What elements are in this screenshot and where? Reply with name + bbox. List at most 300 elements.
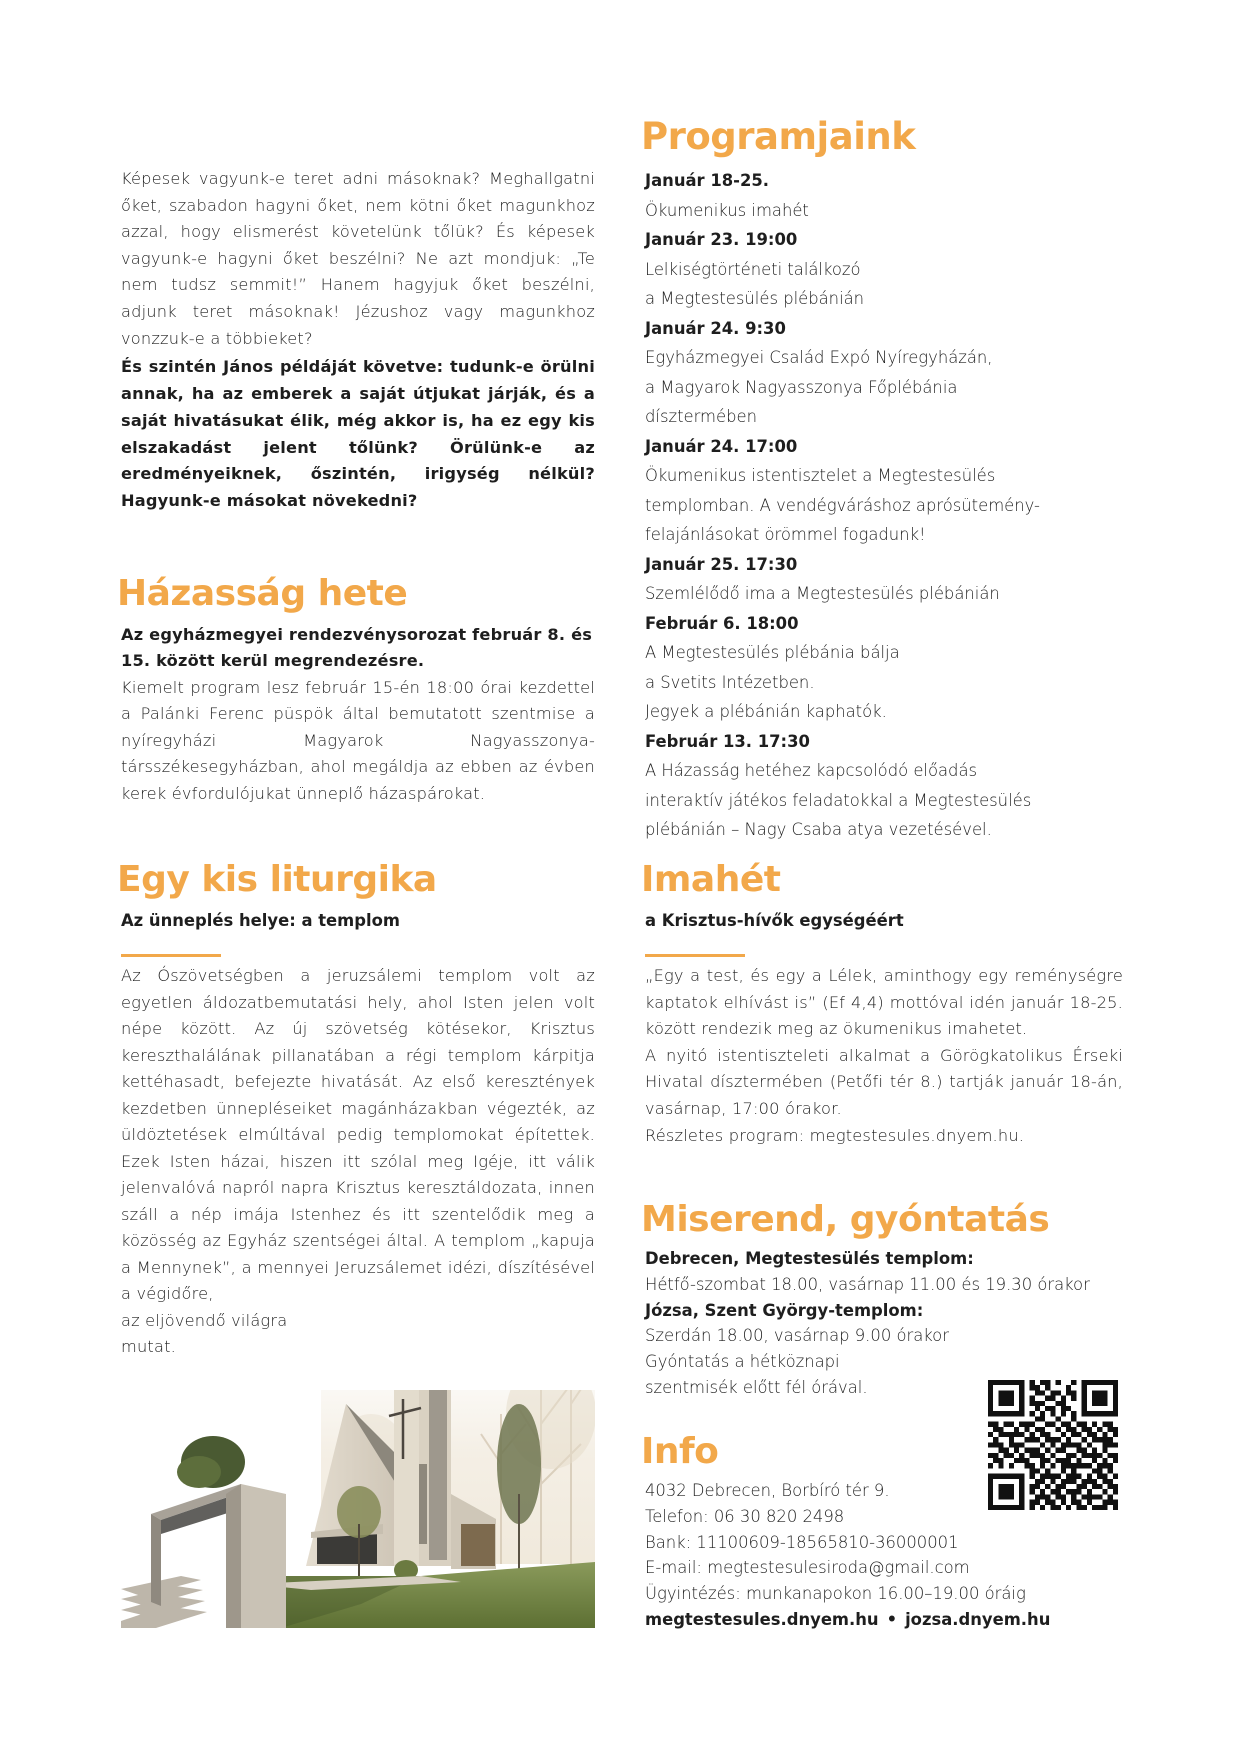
program-item: [645, 550, 1130, 609]
miserend-section: [641, 1200, 1126, 1240]
qr-module: [1108, 1422, 1113, 1427]
intro-paragraph: Képesek vagyunk-e teret adni másoknak? Meghallgatni őket, szabadon hagyni őket, nem kötni őket magunkhoz azzal, hogy elismerést követelünk tőlük? És képesek vagyunk-e hagyni őket beszélni? Ne azt mondjuk: „Te nem tudsz semmit!” Hanem hagyjuk őket beszélni, adjunk teret másoknak! Jézushoz vagy magunkhoz vonzzuk-e a többieket?: [121, 169, 595, 348]
qr-module: [1014, 1442, 1019, 1447]
qr-module: [1014, 1458, 1019, 1463]
qr-module: [1092, 1458, 1097, 1463]
qr-module: [1061, 1448, 1066, 1453]
qr-module: [998, 1442, 1003, 1447]
qr-module: [1030, 1411, 1035, 1416]
program-item: [645, 314, 1130, 432]
qr-module: [1108, 1479, 1113, 1484]
imahet-details: Részletes program: megtestesules.dnyem.hu.: [645, 1125, 1025, 1145]
qr-module: [1102, 1479, 1107, 1484]
qr-module: [1024, 1458, 1029, 1463]
qr-module: [1056, 1427, 1061, 1432]
qr-module: [1040, 1494, 1045, 1499]
qr-module: [1092, 1494, 1097, 1499]
liturgika-text: Az Ószövetségben a jeruzsálemi templom volt az egyetlen áldozatbemutatási hely, ahol Isten jelen volt népe között. Az új szövetség kötésekor, Krisztus kereszthalálának pillanatában a régi templom kárpitja kettéhasadt, befejezte hivatását. Az első keresztények kezdetben ünnepléseiket magánházakban végezték, az üldöztetések elmúltával pedig templomokat építettek. Ezek Isten házai, hiszen itt szólal meg Igéje, itt válik jelenvalóvá napról napra Krisztus keresztáldozata, innen száll a nép imája Istenhez és itt szentelődik meg a közösség az Egyház szentségei által. A templom „kapuja a Mennynek”, a mennyei Jeruzsálemet idézi, díszítésével a végidőre,: [121, 966, 595, 1303]
qr-finder: [1082, 1380, 1118, 1385]
qr-module: [1050, 1505, 1055, 1510]
qr-module: [1050, 1474, 1055, 1479]
qr-module: [1087, 1489, 1092, 1494]
qr-module: [1045, 1500, 1050, 1505]
section-title-hazassag: Házasság hete: [117, 573, 408, 614]
qr-module: [1076, 1484, 1081, 1489]
qr-module: [1035, 1453, 1040, 1458]
qr-finder: [998, 1484, 1014, 1500]
qr-module: [1066, 1479, 1071, 1484]
debrecen-times: Hétfő-szombat 18.00, vasárnap 11.00 és 19.30 órakor: [645, 1274, 1090, 1294]
qr-module: [1004, 1422, 1009, 1427]
section-title-imahet: Imahét: [641, 859, 781, 900]
program-item: [645, 727, 1130, 845]
qr-module: [1113, 1505, 1118, 1510]
qr-module: [1066, 1463, 1071, 1468]
qr-module: [1030, 1468, 1035, 1473]
qr-module: [1024, 1422, 1029, 1427]
qr-module: [1030, 1422, 1035, 1427]
qr-module: [1045, 1422, 1050, 1427]
qr-finder: [988, 1380, 1024, 1385]
qr-module: [1045, 1432, 1050, 1437]
church-illustration: [121, 1390, 595, 1628]
qr-module: [1066, 1406, 1071, 1411]
qr-module: [1061, 1401, 1066, 1406]
qr-module: [1056, 1489, 1061, 1494]
qr-finder: [988, 1474, 993, 1510]
qr-module: [1076, 1448, 1081, 1453]
qr-module: [1061, 1458, 1066, 1463]
program-description: Szemlélődő ima a Megtestesülés plébánián: [645, 584, 1000, 603]
qr-module: [1040, 1458, 1045, 1463]
qr-module: [1040, 1474, 1045, 1479]
qr-finder: [1082, 1380, 1087, 1416]
program-item: [645, 225, 1130, 314]
qr-module: [1045, 1385, 1050, 1390]
qr-finder: [988, 1474, 1024, 1479]
program-date: Január 24. 9:30: [645, 318, 786, 338]
qr-finder: [1082, 1411, 1118, 1416]
qr-module: [1066, 1385, 1071, 1390]
qr-module: [1076, 1489, 1081, 1494]
qr-module: [1024, 1448, 1029, 1453]
qr-module: [1097, 1427, 1102, 1432]
qr-module: [1030, 1385, 1035, 1390]
qr-module: [1004, 1432, 1009, 1437]
qr-module: [1102, 1458, 1107, 1463]
qr-module: [1019, 1458, 1024, 1463]
qr-module: [1066, 1453, 1071, 1458]
qr-module: [1019, 1422, 1024, 1427]
qr-module: [1045, 1437, 1050, 1442]
qr-module: [1076, 1442, 1081, 1447]
qr-module: [1024, 1463, 1029, 1468]
qr-module: [1056, 1437, 1061, 1442]
qr-module: [1092, 1505, 1097, 1510]
qr-module: [1040, 1401, 1045, 1406]
qr-module: [1097, 1484, 1102, 1489]
qr-finder: [1019, 1380, 1024, 1416]
qr-module: [1071, 1474, 1076, 1479]
qr-module: [1082, 1427, 1087, 1432]
qr-module: [1108, 1494, 1113, 1499]
qr-module: [1030, 1474, 1035, 1479]
qr-module: [1035, 1494, 1040, 1499]
program-date: Február 13. 17:30: [645, 731, 810, 751]
qr-module: [988, 1463, 993, 1468]
program-description: a Svetits Intézetben.: [645, 672, 815, 692]
qr-module: [1030, 1500, 1035, 1505]
program-description: plébánián – Nagy Csaba atya vezetésével.: [645, 820, 992, 839]
qr-module: [1056, 1484, 1061, 1489]
qr-module: [988, 1442, 993, 1447]
qr-module: [1102, 1474, 1107, 1479]
program-description: interaktív játékos feladatokkal a Megtestesülés: [645, 790, 1032, 810]
qr-module: [993, 1422, 998, 1427]
info-phone: Telefon: 06 30 820 2498: [645, 1506, 845, 1526]
qr-module: [1071, 1453, 1076, 1458]
qr-module: [1092, 1437, 1097, 1442]
qr-module: [1082, 1463, 1087, 1468]
hazassag-text: Kiemelt program lesz február 15-én 18:00 órai kezdettel a Palánki Ferenc püspök által bemutatott szentmise a nyíregyházi Magyarok Nagyasszonya-társszékesegyházban, ahol megáldja az ebben az évben kerek évfordulójukat ünneplő házaspárokat.: [121, 678, 595, 803]
qr-module: [1045, 1448, 1050, 1453]
liturgika-text-tail-2: mutat.: [121, 1337, 176, 1356]
qr-module: [1102, 1422, 1107, 1427]
qr-module: [1061, 1432, 1066, 1437]
qr-module: [1035, 1406, 1040, 1411]
qr-module: [1102, 1505, 1107, 1510]
liturgika-text-tail-1: az eljövendő világra: [121, 1310, 288, 1330]
program-description: Jegyek a plébánián kaphatók.: [645, 702, 887, 721]
qr-module: [1092, 1453, 1097, 1458]
qr-module: [1050, 1479, 1055, 1484]
qr-module: [1045, 1396, 1050, 1401]
qr-module: [1071, 1411, 1076, 1416]
programs-list: [645, 166, 1130, 845]
qr-module: [1108, 1427, 1113, 1432]
qr-module: [1071, 1489, 1076, 1494]
qr-module: [1113, 1500, 1118, 1505]
qr-module: [1024, 1427, 1029, 1432]
qr-module: [1061, 1463, 1066, 1468]
qr-module: [1108, 1463, 1113, 1468]
qr-module: [1092, 1479, 1097, 1484]
qr-module: [1040, 1390, 1045, 1395]
qr-module: [1035, 1416, 1040, 1421]
qr-module: [1113, 1442, 1118, 1447]
qr-module: [1009, 1432, 1014, 1437]
qr-module: [1087, 1442, 1092, 1447]
qr-module: [1004, 1448, 1009, 1453]
qr-module: [1071, 1396, 1076, 1401]
qr-module: [1040, 1442, 1045, 1447]
qr-module: [1045, 1474, 1050, 1479]
qr-module: [1045, 1406, 1050, 1411]
qr-module: [1061, 1442, 1066, 1447]
qr-module: [1102, 1437, 1107, 1442]
liturgika-header: [121, 908, 595, 957]
imahet-text: „Egy a test, és egy a Lélek, aminthogy egy reménységre kaptatok elhívást is” (Ef 4,4) mottóval idén január 18-25. között rendezik meg az ökumenikus imahetet.: [645, 966, 1123, 1039]
qr-module: [1056, 1380, 1061, 1385]
qr-module: [1035, 1484, 1040, 1489]
qr-module: [1019, 1453, 1024, 1458]
intro-bold-paragraph: És szintén János példáját követve: tudunk-e örülni annak, ha az emberek a saját útjukat járják, és a saját hivatásukat élik, még akkor is, ha ez egy kis elszakadást jelent tőlünk? Örülünk-e az eredményeiknek, őszintén, irigység nélkül? Hagyunk-e másokat növekedni?: [121, 357, 595, 511]
qr-module: [1040, 1411, 1045, 1416]
qr-module: [1066, 1427, 1071, 1432]
qr-module: [1066, 1390, 1071, 1395]
qr-module: [1071, 1380, 1076, 1385]
qr-module: [1030, 1489, 1035, 1494]
liturgika-subtitle: Az ünneplés helye: a templom: [121, 911, 400, 930]
qr-module: [1056, 1458, 1061, 1463]
qr-module: [1050, 1390, 1055, 1395]
qr-module: [1092, 1422, 1097, 1427]
qr-module: [1087, 1453, 1092, 1458]
qr-module: [1024, 1437, 1029, 1442]
qr-module: [1113, 1474, 1118, 1479]
qr-module: [1014, 1448, 1019, 1453]
program-date: Január 23. 19:00: [645, 230, 798, 249]
program-description: templomban. A vendégváráshoz aprósütemény-: [645, 495, 1040, 515]
qr-module: [1082, 1494, 1087, 1499]
jozsa-times: Szerdán 18.00, vasárnap 9.00 órakor: [645, 1326, 949, 1346]
qr-module: [998, 1427, 1003, 1432]
imahet-header: [645, 908, 1130, 957]
qr-module: [1035, 1500, 1040, 1505]
qr-module: [1056, 1390, 1061, 1395]
qr-module: [1009, 1453, 1014, 1458]
qr-module: [1092, 1432, 1097, 1437]
qr-module: [1066, 1505, 1071, 1510]
qr-module: [1066, 1458, 1071, 1463]
qr-module: [1030, 1453, 1035, 1458]
qr-module: [1056, 1416, 1061, 1421]
program-description: Egyházmegyei Család Expó Nyíregyházán,: [645, 348, 993, 367]
section-title-programs: Programjaink: [641, 115, 916, 158]
qr-module: [1102, 1489, 1107, 1494]
qr-module: [1082, 1448, 1087, 1453]
qr-module: [1076, 1432, 1081, 1437]
qr-module: [998, 1463, 1003, 1468]
qr-module: [1040, 1432, 1045, 1437]
debrecen-label: Debrecen, Megtestesülés templom:: [645, 1249, 974, 1268]
qr-module: [1108, 1442, 1113, 1447]
qr-module: [1102, 1463, 1107, 1468]
info-bank: Bank: 11100609-18565810-36000001: [645, 1532, 959, 1552]
qr-module: [1113, 1453, 1118, 1458]
qr-module: [1113, 1489, 1118, 1494]
qr-module: [1082, 1484, 1087, 1489]
qr-module: [1102, 1442, 1107, 1447]
qr-module: [1056, 1448, 1061, 1453]
qr-module: [1061, 1411, 1066, 1416]
qr-module: [1035, 1385, 1040, 1390]
qr-module: [1082, 1479, 1087, 1484]
qr-module: [1050, 1411, 1055, 1416]
qr-finder: [1019, 1474, 1024, 1510]
qr-module: [1097, 1494, 1102, 1499]
program-description: Ökumenikus imahét: [645, 200, 809, 220]
qr-module: [1113, 1484, 1118, 1489]
program-description: A Megtestesülés plébánia bálja: [645, 643, 900, 662]
qr-module: [1071, 1468, 1076, 1473]
qr-module: [1040, 1427, 1045, 1432]
qr-module: [998, 1448, 1003, 1453]
section-title-miserend: Miserend, gyóntatás: [641, 1199, 1050, 1240]
website-links: [645, 1607, 1130, 1633]
program-description: Lelkiségtörténeti találkozó: [645, 259, 861, 279]
qr-module: [1045, 1458, 1050, 1463]
section-title-liturgika: Egy kis liturgika: [117, 859, 437, 900]
qr-module: [1082, 1437, 1087, 1442]
qr-module: [1076, 1500, 1081, 1505]
qr-module: [1071, 1416, 1076, 1421]
qr-module: [1061, 1484, 1066, 1489]
qr-module: [1087, 1494, 1092, 1499]
qr-module: [1045, 1468, 1050, 1473]
qr-module: [1071, 1500, 1076, 1505]
qr-module: [1097, 1437, 1102, 1442]
qr-module: [1004, 1453, 1009, 1458]
qr-module: [1113, 1458, 1118, 1463]
liturgika-underline: [121, 954, 221, 957]
program-date: Január 24. 17:00: [645, 436, 798, 456]
qr-module: [988, 1432, 993, 1437]
qr-module: [1030, 1463, 1035, 1468]
qr-module: [1030, 1380, 1035, 1385]
qr-module: [1040, 1416, 1045, 1421]
program-date: Február 6. 18:00: [645, 613, 799, 633]
qr-module: [1050, 1422, 1055, 1427]
info-address: 4032 Debrecen, Borbíró tér 9.: [645, 1481, 890, 1500]
qr-module: [1040, 1380, 1045, 1385]
qr-module: [1102, 1448, 1107, 1453]
qr-module: [1045, 1494, 1050, 1499]
programs-header: [641, 117, 1126, 157]
qr-module: [1076, 1458, 1081, 1463]
qr-module: [1082, 1453, 1087, 1458]
miserend-body: [645, 1246, 1130, 1401]
info-email: E-mail: megtestesulesiroda@gmail.com: [645, 1558, 970, 1578]
qr-module: [1040, 1479, 1045, 1484]
qr-module: [1097, 1463, 1102, 1468]
qr-finder: [988, 1505, 1024, 1510]
qr-module: [1061, 1494, 1066, 1499]
confession-line-1: Gyóntatás a hétköznapi: [645, 1352, 840, 1372]
qr-module: [1102, 1500, 1107, 1505]
qr-module: [1076, 1474, 1081, 1479]
qr-module: [1071, 1427, 1076, 1432]
qr-module: [1056, 1494, 1061, 1499]
qr-module: [1102, 1432, 1107, 1437]
qr-module: [1066, 1474, 1071, 1479]
website-link-jozsa[interactable]: jozsa.dnyem.hu: [905, 1609, 1051, 1629]
qr-module: [1040, 1453, 1045, 1458]
qr-module: [1009, 1422, 1014, 1427]
imahet-subtitle: a Krisztus-hívők egységéért: [645, 911, 904, 930]
qr-module: [988, 1453, 993, 1458]
hazassag-lead: Az egyházmegyei rendezvénysorozat február 8. és 15. között kerül megrendezésre.: [121, 625, 593, 670]
qr-module: [1019, 1432, 1024, 1437]
qr-module: [1087, 1463, 1092, 1468]
program-description: felajánlásokat örömmel fogadunk!: [645, 525, 926, 544]
qr-module: [1050, 1489, 1055, 1494]
qr-module: [998, 1458, 1003, 1463]
qr-module: [1030, 1505, 1035, 1510]
info-hours: Ügyintézés: munkanapokon 16.00–19.00 óráig: [645, 1584, 1026, 1604]
qr-module: [1061, 1500, 1066, 1505]
program-item: [645, 609, 1130, 727]
qr-module: [1035, 1448, 1040, 1453]
qr-module: [1019, 1442, 1024, 1447]
qr-module: [1030, 1437, 1035, 1442]
qr-module: [1092, 1484, 1097, 1489]
imahet-section: [641, 860, 1126, 900]
qr-module: [1097, 1468, 1102, 1473]
qr-module: [1061, 1396, 1066, 1401]
qr-module: [1108, 1453, 1113, 1458]
qr-module: [1071, 1432, 1076, 1437]
qr-module: [1066, 1489, 1071, 1494]
qr-module: [1040, 1489, 1045, 1494]
qr-module: [1071, 1442, 1076, 1447]
confession-line-2: szentmisék előtt fél órával.: [645, 1377, 868, 1397]
qr-module: [1087, 1474, 1092, 1479]
qr-module: [1030, 1484, 1035, 1489]
qr-module: [1087, 1500, 1092, 1505]
qr-module: [1009, 1437, 1014, 1442]
qr-module: [1113, 1427, 1118, 1432]
qr-module: [1097, 1474, 1102, 1479]
qr-module: [1050, 1500, 1055, 1505]
qr-module: [1014, 1427, 1019, 1432]
imahet-text-2: A nyitó istentiszteleti alkalmat a Görögkatolikus Érseki Hivatal dísztermében (Petőfi tér 8.) tartják január 18-án, vasárnap, 17:00 órakor.: [645, 1045, 1123, 1118]
qr-module: [1087, 1479, 1092, 1484]
qr-module: [1056, 1505, 1061, 1510]
qr-module: [1082, 1422, 1087, 1427]
qr-module: [1056, 1474, 1061, 1479]
qr-module: [1071, 1494, 1076, 1499]
qr-module: [1066, 1442, 1071, 1447]
qr-module: [1035, 1401, 1040, 1406]
qr-code-image: [988, 1380, 1118, 1510]
qr-module: [1097, 1453, 1102, 1458]
qr-module: [1076, 1463, 1081, 1468]
qr-module: [1009, 1442, 1014, 1447]
program-description: a Magyarok Nagyasszonya Főplébánia: [645, 377, 958, 397]
qr-module: [1040, 1505, 1045, 1510]
program-item: [645, 432, 1130, 550]
hazassag-section: [117, 574, 591, 614]
qr-module: [1061, 1406, 1066, 1411]
program-item: [645, 166, 1130, 225]
hazassag-body: [121, 622, 595, 807]
qr-module: [1061, 1422, 1066, 1427]
qr-module: [1071, 1390, 1076, 1395]
qr-module: [1035, 1390, 1040, 1395]
program-description: a Megtestesülés plébánián: [645, 289, 865, 308]
qr-module: [1092, 1468, 1097, 1473]
website-link-megtestesules[interactable]: megtestesules.dnyem.hu: [645, 1609, 879, 1629]
qr-module: [1113, 1432, 1118, 1437]
intro-section: [121, 166, 595, 515]
qr-module: [998, 1432, 1003, 1437]
qr-module: [988, 1422, 993, 1427]
jozsa-label: Józsa, Szent György-templom:: [645, 1300, 924, 1320]
liturgika-body: [121, 963, 595, 1361]
qr-module: [1040, 1463, 1045, 1468]
qr-module: [1071, 1463, 1076, 1468]
